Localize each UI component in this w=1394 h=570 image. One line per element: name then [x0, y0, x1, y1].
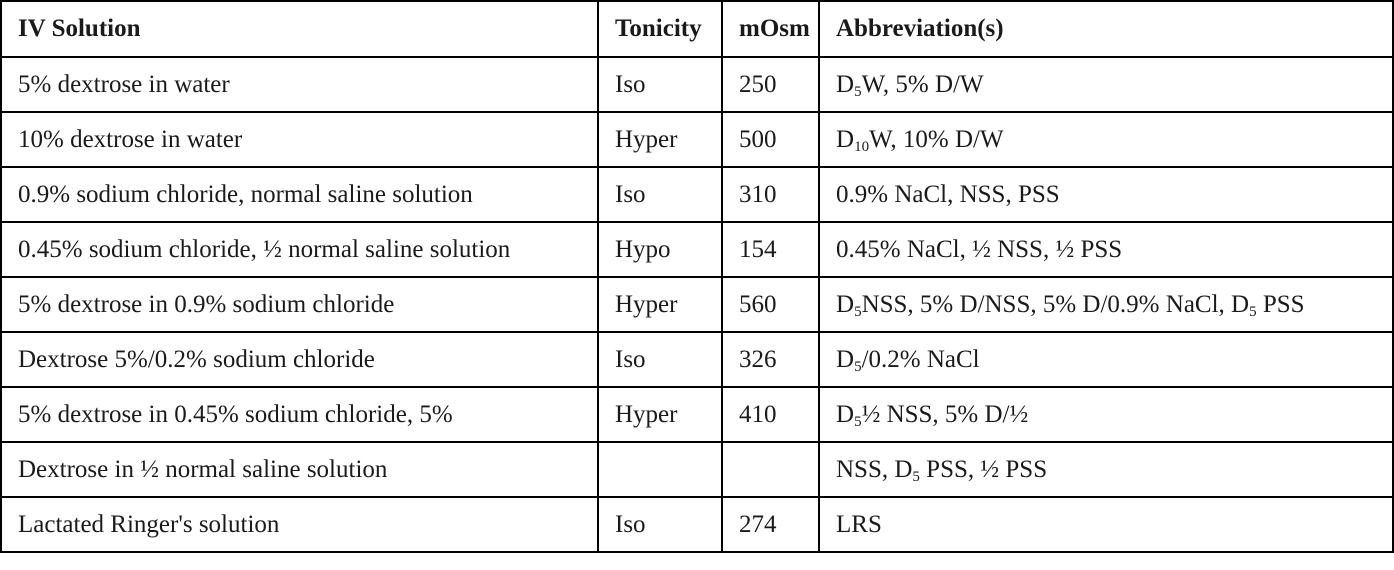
- cell-mosm: 410: [722, 387, 819, 442]
- abbreviation-subscript: 10: [854, 138, 870, 155]
- abbreviation-text: D: [836, 290, 855, 318]
- abbreviation-subscript: 5: [1249, 303, 1257, 320]
- table-row: [1, 112, 1393, 167]
- cell-abbreviations: [819, 277, 1393, 332]
- cell-mosm: 274: [722, 497, 819, 552]
- abbreviation-text: NSS, 5% D/NSS, 5% D/0.9% NaCl, D: [861, 290, 1250, 318]
- cell-abbreviations: [819, 112, 1393, 167]
- header-tonicity: Tonicity: [598, 1, 722, 57]
- abbreviation-text: D: [836, 125, 855, 153]
- abbreviation-text: D: [836, 400, 855, 428]
- abbreviation-text: ½ NSS, 5% D/½: [861, 400, 1029, 428]
- cell-iv-solution: 0.45% sodium chloride, ½ normal saline solution: [1, 222, 598, 277]
- cell-iv-solution: 5% dextrose in water: [1, 57, 598, 112]
- table-row: [1, 497, 1393, 552]
- table-row: [1, 167, 1393, 222]
- cell-abbreviations: [819, 442, 1393, 497]
- table-row: [1, 222, 1393, 277]
- cell-tonicity: Hyper: [598, 112, 722, 167]
- cell-tonicity: Iso: [598, 167, 722, 222]
- cell-mosm: 560: [722, 277, 819, 332]
- cell-iv-solution: Dextrose in ½ normal saline solution: [1, 442, 598, 497]
- abbreviation-subscript: 5: [854, 83, 862, 100]
- abbreviation-text: PSS: [1256, 290, 1305, 318]
- cell-abbreviations: [819, 167, 1393, 222]
- cell-mosm: 154: [722, 222, 819, 277]
- abbreviation-subscript: 5: [854, 358, 862, 375]
- cell-tonicity: Iso: [598, 332, 722, 387]
- abbreviation-text: W, 10% D/W: [869, 125, 1004, 153]
- cell-abbreviations: [819, 387, 1393, 442]
- cell-iv-solution: Dextrose 5%/0.2% sodium chloride: [1, 332, 598, 387]
- cell-iv-solution: 5% dextrose in 0.9% sodium chloride: [1, 277, 598, 332]
- cell-mosm: 250: [722, 57, 819, 112]
- cell-tonicity: Iso: [598, 57, 722, 112]
- cell-tonicity: Hyper: [598, 387, 722, 442]
- header-iv-solution: IV Solution: [1, 1, 598, 57]
- table-row: [1, 332, 1393, 387]
- cell-mosm: 310: [722, 167, 819, 222]
- abbreviation-text: /0.2% NaCl: [861, 345, 980, 373]
- abbreviation-text: 0.45% NaCl, ½ NSS, ½ PSS: [836, 235, 1123, 263]
- cell-tonicity: Iso: [598, 497, 722, 552]
- cell-iv-solution: 10% dextrose in water: [1, 112, 598, 167]
- table-row: [1, 442, 1393, 497]
- header-row: [1, 1, 1393, 57]
- abbreviation-text: D: [836, 70, 855, 98]
- cell-mosm: 500: [722, 112, 819, 167]
- abbreviation-text: LRS: [836, 510, 882, 538]
- abbreviation-text: D: [836, 345, 855, 373]
- abbreviation-text: PSS, ½ PSS: [919, 455, 1048, 483]
- abbreviation-subscript: 5: [854, 413, 862, 430]
- cell-abbreviations: [819, 222, 1393, 277]
- header-abbreviations: Abbreviation(s): [819, 1, 1393, 57]
- abbreviation-text: NSS, D: [836, 455, 913, 483]
- cell-tonicity: Hyper: [598, 277, 722, 332]
- abbreviation-text: 0.9% NaCl, NSS, PSS: [836, 180, 1060, 208]
- abbreviation-subscript: 5: [912, 468, 920, 485]
- table-row: [1, 277, 1393, 332]
- abbreviation-text: W, 5% D/W: [861, 70, 984, 98]
- cell-abbreviations: [819, 332, 1393, 387]
- table-row: [1, 57, 1393, 112]
- cell-tonicity: Hypo: [598, 222, 722, 277]
- cell-tonicity: [598, 442, 722, 497]
- abbreviation-subscript: 5: [854, 303, 862, 320]
- cell-iv-solution: Lactated Ringer's solution: [1, 497, 598, 552]
- header-mosm: mOsm: [722, 1, 819, 57]
- cell-mosm: 326: [722, 332, 819, 387]
- cell-iv-solution: 0.9% sodium chloride, normal saline solution: [1, 167, 598, 222]
- cell-iv-solution: 5% dextrose in 0.45% sodium chloride, 5%: [1, 387, 598, 442]
- cell-abbreviations: [819, 497, 1393, 552]
- cell-mosm: [722, 442, 819, 497]
- cell-abbreviations: [819, 57, 1393, 112]
- table-row: [1, 387, 1393, 442]
